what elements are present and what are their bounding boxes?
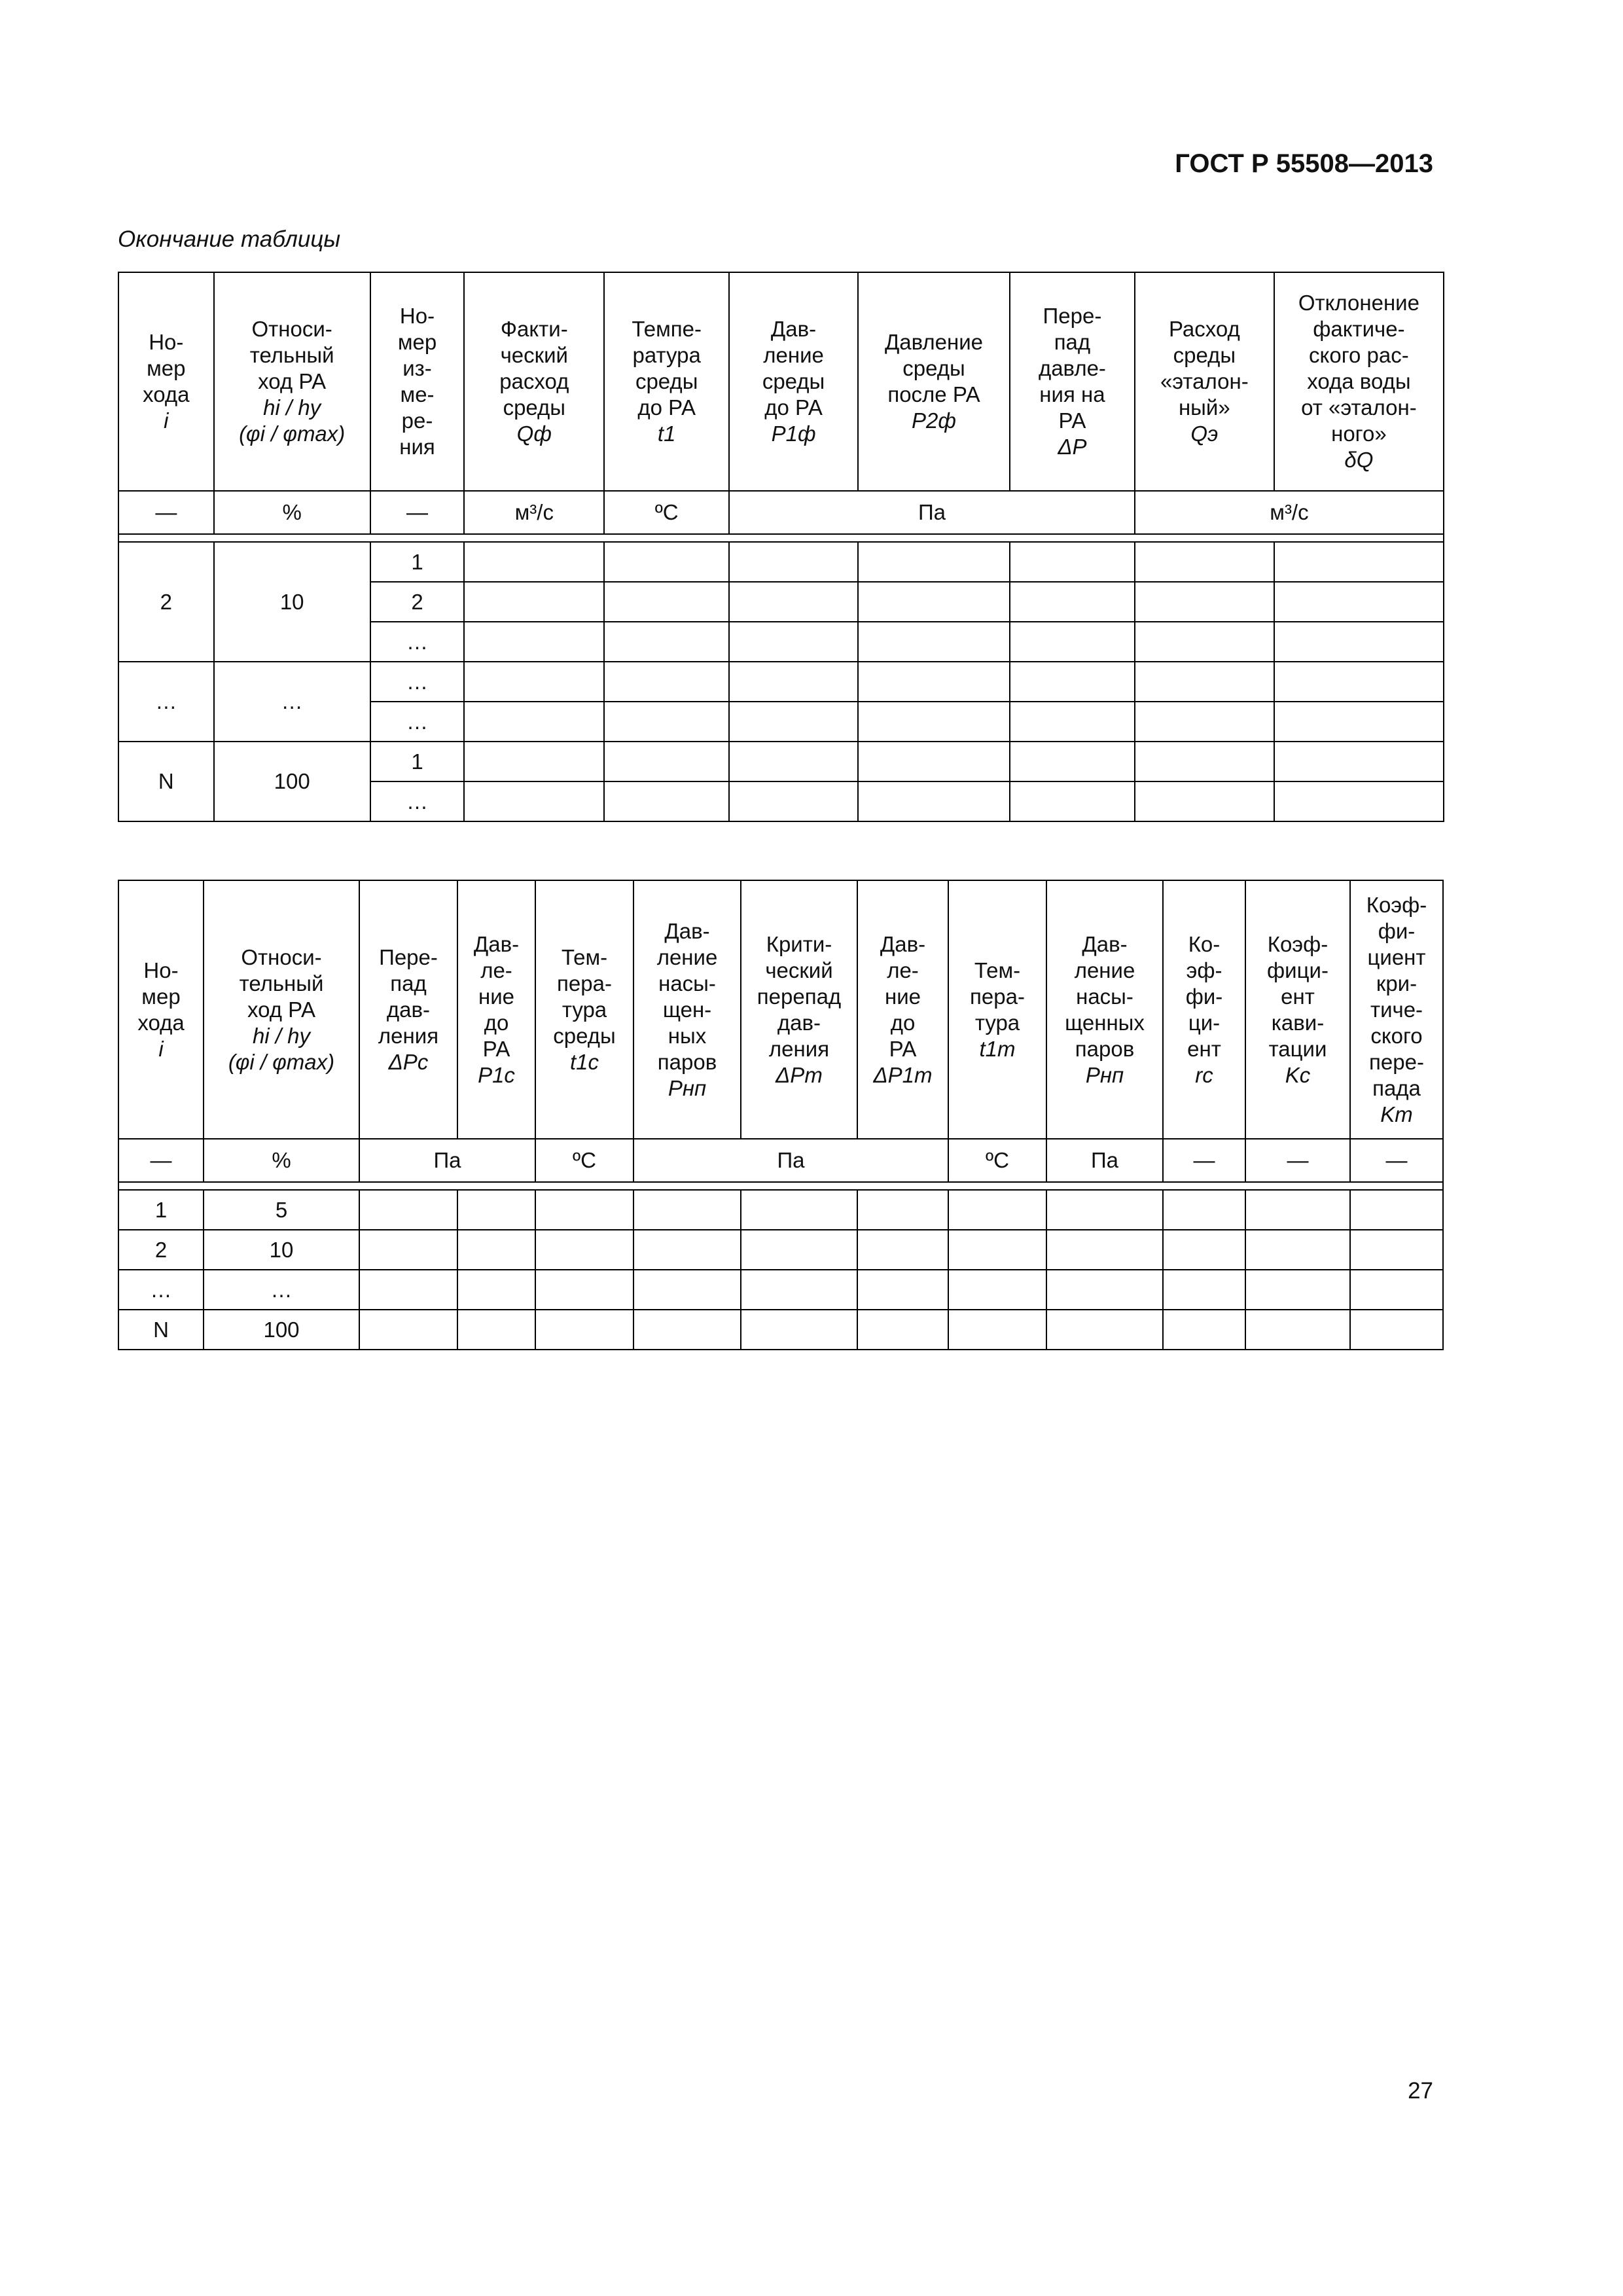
empty-cell [464,742,604,781]
empty-cell [1010,622,1135,662]
unit-cell: — [370,491,465,534]
run-number-cell: 1 [118,1190,204,1230]
unit-cell: % [204,1139,359,1182]
relative-travel-cell: 100 [214,742,370,821]
header-cell [370,272,465,491]
unit-cell: — [118,491,214,534]
empty-cell [1163,1310,1245,1350]
empty-cell [1245,1190,1350,1230]
empty-cell [1010,582,1135,622]
header-label: Факти- ческий расход среды [499,317,569,420]
header-cell [118,880,204,1139]
empty-cell [729,662,858,702]
header-label: Тем- пера- тура среды [553,944,616,1048]
header-symbol: ΔP [1058,435,1087,459]
empty-cell [1245,1310,1350,1350]
header-cell [858,272,1010,491]
empty-cell [858,662,1010,702]
empty-cell [1350,1190,1443,1230]
empty-cell [457,1310,535,1350]
unit-cell: ºС [535,1139,633,1182]
empty-cell [633,1270,741,1310]
header-cell [535,880,633,1139]
header-label: Отклонение фактиче- ского рас- хода воды от «эталон- ного» [1298,291,1419,446]
run-number-cell: 2 [118,542,214,662]
run-number-cell: 2 [118,1230,204,1270]
empty-cell [729,542,858,582]
header-symbol: hi / hy (φi / φmax) [239,395,346,446]
empty-cell [1274,622,1444,662]
empty-cell [359,1230,457,1270]
empty-cell [457,1190,535,1230]
empty-cell [1274,582,1444,622]
header-label: Относи- тельный ход РА [249,317,334,393]
relative-travel-cell: 10 [204,1230,359,1270]
measurement-number-cell: … [370,622,465,662]
measurement-number-cell: … [370,702,465,742]
empty-cell [633,1230,741,1270]
header-cell [464,272,604,491]
empty-cell [535,1270,633,1310]
unit-cell: Па [633,1139,948,1182]
empty-cell [1010,542,1135,582]
empty-cell [948,1230,1046,1270]
empty-cell [1163,1230,1245,1270]
empty-cell [729,622,858,662]
table-row [118,1310,1443,1350]
empty-cell [604,542,729,582]
empty-cell [535,1190,633,1230]
empty-cell [359,1310,457,1350]
unit-cell: м³/с [1135,491,1444,534]
unit-cell: % [214,491,370,534]
header-cell [857,880,948,1139]
header-symbol: hi / hy (φi / φmax) [228,1023,335,1074]
empty-cell [535,1230,633,1270]
header-symbol: P2ф [912,408,956,433]
unit-cell: Па [1046,1139,1163,1182]
empty-cell [604,742,729,781]
empty-cell [1350,1310,1443,1350]
empty-cell [604,622,729,662]
empty-cell [1010,742,1135,781]
header-symbol: Qэ [1190,422,1219,446]
header-label: Расход среды «эталон- ный» [1160,317,1249,420]
header-cell [1350,880,1443,1139]
empty-cell [1010,781,1135,821]
empty-cell [1274,662,1444,702]
empty-cell [464,582,604,622]
header-cell [1135,272,1274,491]
empty-cell [858,542,1010,582]
header-cell [1245,880,1350,1139]
header-cell [633,880,741,1139]
empty-cell [633,1190,741,1230]
empty-cell [604,582,729,622]
empty-cell [1135,662,1274,702]
empty-cell [1010,702,1135,742]
empty-cell [729,582,858,622]
unit-cell: — [1245,1139,1350,1182]
header-cell [729,272,858,491]
empty-cell [1046,1190,1163,1230]
run-number-cell: N [118,742,214,821]
empty-cell [464,662,604,702]
header-cell [741,880,857,1139]
header-label: Дав- ле- ние до РА [473,931,520,1061]
empty-cell [1350,1270,1443,1310]
header-label: Коэф- фи- циент кри- тиче- ского пере- пада [1366,892,1427,1100]
header-cell [1274,272,1444,491]
separator-cell [118,534,1444,542]
empty-cell [858,742,1010,781]
header-symbol: ΔP1m [873,1062,933,1087]
relative-travel-cell: 5 [204,1190,359,1230]
empty-cell [948,1270,1046,1310]
measurement-number-cell: 1 [370,542,465,582]
measurement-number-cell: 2 [370,582,465,622]
document-code: ГОСТ Р 55508—2013 [1175,149,1433,178]
header-symbol: P1ф [771,422,816,446]
relative-travel-cell: 10 [214,542,370,662]
page-number: 27 [1408,2078,1433,2104]
header-symbol: Km [1380,1102,1413,1126]
header-cell [214,272,370,491]
header-cell [1163,880,1245,1139]
empty-cell [729,781,858,821]
empty-cell [1274,781,1444,821]
empty-cell [948,1190,1046,1230]
header-symbol: Kс [1285,1062,1311,1087]
empty-cell [948,1310,1046,1350]
measurement-table-1 [118,272,1444,822]
empty-cell [359,1190,457,1230]
unit-cell: Па [359,1139,535,1182]
empty-cell [464,622,604,662]
empty-cell [1350,1230,1443,1270]
unit-cell: ºС [948,1139,1046,1182]
header-symbol: i [158,1036,164,1061]
measurement-table-2 [118,880,1444,1350]
empty-cell [858,781,1010,821]
table-row [118,1230,1443,1270]
header-symbol: Pнп [668,1075,707,1100]
header-label: Коэф- фици- ент кави- тации [1267,931,1329,1061]
header-cell [204,880,359,1139]
empty-cell [604,662,729,702]
header-label: Тем- пера- тура [970,958,1025,1035]
units-row [118,491,1444,534]
run-number-cell: … [118,662,214,742]
header-row [118,272,1444,491]
empty-cell [1245,1230,1350,1270]
empty-cell [464,702,604,742]
empty-cell [604,702,729,742]
header-label: Давление среды после РА [884,330,984,406]
header-symbol: rс [1195,1062,1213,1087]
empty-cell [359,1270,457,1310]
unit-cell: — [118,1139,204,1182]
empty-cell [857,1230,948,1270]
run-number-cell: … [118,1270,204,1310]
empty-cell [857,1190,948,1230]
header-label: Крити- ческий перепад дав- ления [757,931,842,1061]
header-label: Но- мер из- ме- ре- ния [397,304,437,459]
empty-cell [858,622,1010,662]
measurement-number-cell: 1 [370,742,465,781]
empty-cell [729,702,858,742]
empty-cell [1135,542,1274,582]
header-label: Пере- пад давле- ния на РА [1038,304,1106,433]
header-label: Дав- ление среды до РА [762,317,825,420]
table-row [118,542,1444,582]
empty-cell [741,1270,857,1310]
empty-cell [1135,742,1274,781]
empty-cell [1010,662,1135,702]
empty-cell [1135,622,1274,662]
header-label: Пере- пад дав- ления [378,944,439,1048]
header-cell [1046,880,1163,1139]
header-cell [457,880,535,1139]
unit-cell: м³/с [464,491,604,534]
header-symbol: t1m [979,1036,1016,1061]
empty-cell [1135,781,1274,821]
header-symbol: P1с [478,1062,515,1087]
header-symbol: t1с [569,1049,599,1074]
header-label: Дав- ление насы- щен- ных паров [656,918,718,1074]
relative-travel-cell: … [214,662,370,742]
table-row [118,1270,1443,1310]
empty-cell [604,781,729,821]
header-symbol: Pнп [1085,1062,1124,1087]
header-symbol: ΔPс [388,1049,429,1074]
empty-cell [1245,1270,1350,1310]
header-symbol: δQ [1344,448,1374,472]
unit-cell: Па [729,491,1135,534]
unit-cell: ºС [604,491,729,534]
header-label: Темпе- ратура среды до РА [632,317,702,420]
relative-travel-cell: … [204,1270,359,1310]
header-cell [948,880,1046,1139]
header-label: Но- мер хода [137,958,185,1035]
unit-cell: — [1350,1139,1443,1182]
table-row [118,662,1444,702]
run-number-cell: N [118,1310,204,1350]
table-body [118,1190,1443,1350]
table-row [118,1190,1443,1230]
measurement-number-cell: … [370,781,465,821]
empty-cell [1274,742,1444,781]
empty-cell [857,1270,948,1310]
empty-cell [741,1310,857,1350]
empty-cell [1135,702,1274,742]
table-caption: Окончание таблицы [118,226,341,252]
separator-row [118,1182,1443,1190]
empty-cell [1274,542,1444,582]
empty-cell [857,1310,948,1350]
empty-cell [1163,1270,1245,1310]
header-label: Дав- ле- ние до РА [880,931,926,1061]
header-symbol: ΔPm [776,1062,823,1087]
header-symbol: t1 [657,422,676,446]
empty-cell [464,781,604,821]
relative-travel-cell: 100 [204,1310,359,1350]
empty-cell [633,1310,741,1350]
header-row [118,880,1443,1139]
empty-cell [1046,1230,1163,1270]
separator-cell [118,1182,1443,1190]
empty-cell [741,1190,857,1230]
empty-cell [858,702,1010,742]
measurement-number-cell: … [370,662,465,702]
empty-cell [1274,702,1444,742]
header-label: Относи- тельный ход РА [239,944,324,1022]
separator-row [118,534,1444,542]
header-label: Но- мер хода [143,330,190,406]
empty-cell [741,1230,857,1270]
header-label: Ко- эф- фи- ци- ент [1185,931,1223,1061]
empty-cell [457,1270,535,1310]
table-body [118,542,1444,821]
empty-cell [1046,1270,1163,1310]
header-symbol: Qф [516,422,552,446]
empty-cell [729,742,858,781]
empty-cell [858,582,1010,622]
header-symbol: i [164,408,169,433]
empty-cell [535,1310,633,1350]
unit-cell: — [1163,1139,1245,1182]
empty-cell [464,542,604,582]
empty-cell [1046,1310,1163,1350]
header-cell [359,880,457,1139]
header-cell [1010,272,1135,491]
header-cell [604,272,729,491]
empty-cell [1163,1190,1245,1230]
header-label: Дав- ление насы- щенных паров [1065,931,1145,1061]
empty-cell [457,1230,535,1270]
empty-cell [1135,582,1274,622]
table-row [118,742,1444,781]
units-row [118,1139,1443,1182]
header-cell [118,272,214,491]
